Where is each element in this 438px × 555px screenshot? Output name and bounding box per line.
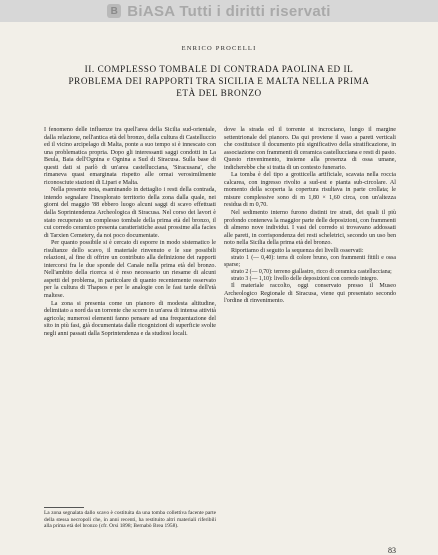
paragraph: Per quanto possibile si è cercato di esporre in modo sistematico le risultanze dello scavo, il materiale rinvenuto e le sue possibili relazioni, al fine di offrire un contributo alla definizione dei rapporti intercorsi fra le due sponde del Canale nella prima età del bronzo. Nell'ambito della ricerca si è reso necessario un riesame di alcuni aspetti del problema, in particolare di quanto recentemente osservato per la cultura di Thapsos e per le analogie con le fasi tarde dell'età maltese.	[44, 240, 216, 300]
paragraph: La zona si presenta come un pianoro di modesta altitudine, delimitato a nord da un torrente che scorre in un'area di intensa attività agricola; numerosi elementi fanno pensare ad una frequentazione del sito in più fasi, già documentata dalle ricognizioni di superficie svolte negli anni passati dalla Soprintendenza e da studiosi locali.	[44, 300, 216, 337]
stratum-line: strato 1 (— 0,40): terra di colore bruno, con frammenti fittili e ossa sparse;	[224, 255, 396, 269]
paragraph: dove la strada ed il torrente si incrociano, lungo il margine settentrionale del pianoro. Da qui proviene il vaso a pareti verticali che costituisce il documento più significativo della stratificazione, in associazione con frammenti di ceramica castellucciana e resti di pasto. Questo rinvenimento, insieme alla presenza di ossa umane, indicherebbe che si tratta di un contesto funerario.	[224, 127, 396, 171]
running-head: ENRICO PROCELLI	[181, 45, 257, 52]
page	[0, 22, 438, 555]
watermark-text: BiASA Tutti i diritti riservati	[127, 2, 331, 20]
paragraph: Il materiale raccolto, oggi conservato presso il Museo Archeologico Regionale di Siracusa, viene qui presentato secondo l'ordine di rinvenimento.	[224, 283, 396, 305]
right-column	[224, 127, 396, 306]
watermark-banner	[0, 0, 438, 22]
article-title: II. COMPLESSO TOMBALE DI CONTRADA PAOLINA ED IL PROBLEMA DEI RAPPORTI TRA SICILIA E MALTA NELLA PRIMA ETÀ DEL BRONZO	[68, 64, 370, 98]
paragraph: Nella presente nota, esaminando in dettaglio i resti della contrada, intendo segnalare l'inesplorato territorio della zona dalla quale, nei giorni del maggio '88 ebbero luogo alcuni saggi di scavo effettuati dalla Soprintendenza Archeologica di Siracusa. Nel corso dei lavori è stato recuperato un complesso tombale della prima età del bronzo, il cui corredo ceramico presenta caratteristiche assai prossime alla facies di Tarxien Cemetery, da noi poco documentate.	[44, 187, 216, 239]
watermark-logo: B	[107, 4, 121, 18]
footnote: La zona segnalata dallo scavo è costituita da una tomba collettiva facente parte della stessa necropoli che, in anni recenti, ha restituito altri materiali riferibili alla prima età del bronzo (cfr. Orsi 1898; Bernabò Brea 1958).	[44, 510, 216, 530]
paragraph: Riportiamo di seguito la sequenza dei livelli osservati:	[231, 247, 364, 254]
stratum-line: strato 3 (— 1,10): livello delle deposizioni con corredo integro.	[231, 276, 378, 283]
paragraph: I fenomeno delle influenze tra quell'area della Sicilia sud-orientale, dalla relazione, nell'antica età del bronzo, della cultura di Castelluccio ed il vicino arcipelago di Malta, ponte a suo tempo si è innescato con una problematica propria. Dopo gli interessanti saggi condotti in La Beula, Baia dell'Ognina e Ognina a Sud di Siracusa. Sulla base di questi dati si parlò di un'area castellucciana, 'Siracusana', che rimaneva quasi emarginata rispetto alle ormai verosimilmente riconosciute stazioni di Lipari e Malta.	[44, 127, 216, 186]
paragraph: La tomba è del tipo a grotticella artificiale, scavata nella roccia calcarea, con ingresso rivolto a sud-est e pianta sub-circolare. Al momento della scoperta la copertura risultava in parte crollata; le misure complessive sono di m 1,80 × 1,60 circa, con un'altezza residua di m 0,70.	[224, 172, 396, 209]
stratum-line: strato 2 (— 0,70): terreno giallastro, ricco di ceramica castellucciana;	[231, 269, 392, 276]
page-number: 83	[388, 546, 396, 555]
paragraph: Nel sedimento interno furono distinti tre strati, dei quali il più profondo conteneva la maggior parte delle deposizioni, con frammenti di almeno nove individui. I vasi del corredo si trovavano addossati alle pareti, in corrispondenza dei resti scheletrici, secondo un uso ben noto nella Sicilia della prima età del bronzo.	[224, 210, 396, 247]
left-column	[44, 127, 216, 338]
